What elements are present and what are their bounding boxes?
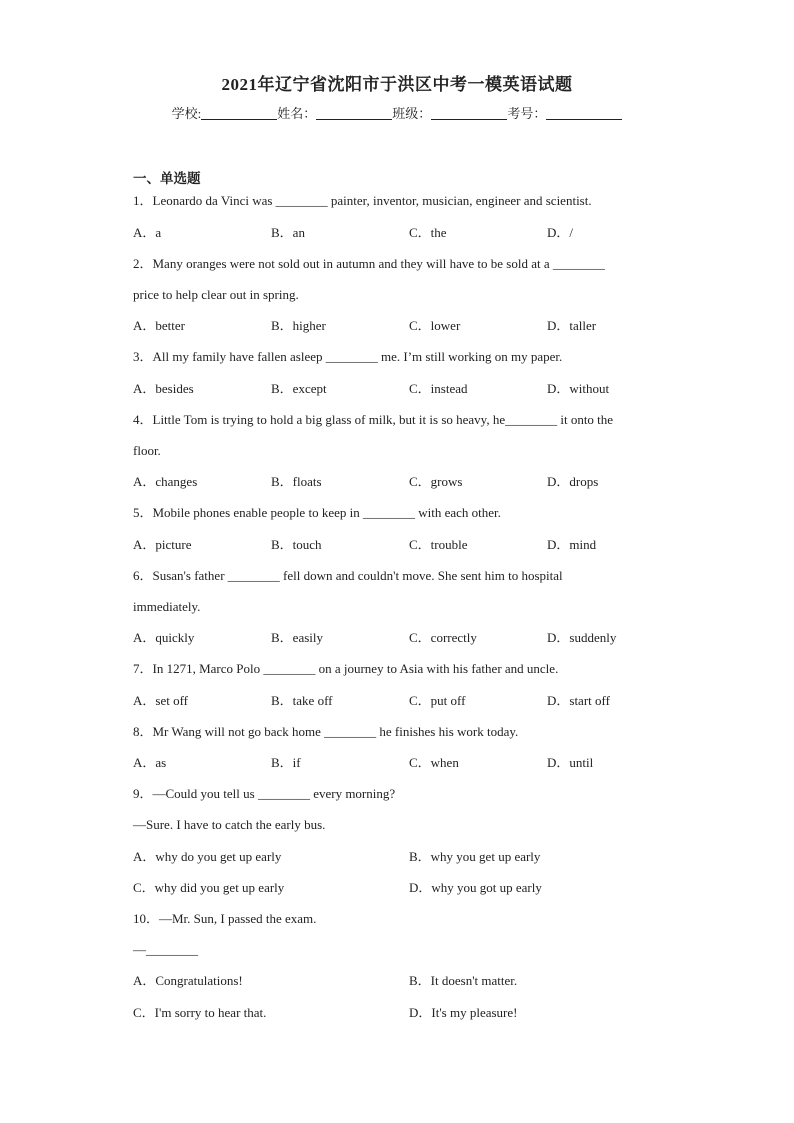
question-9-text: 9．—Could you tell us ________ every morning? <box>133 786 396 801</box>
school-field[interactable] <box>201 107 277 120</box>
q6-option-d: D．suddenly <box>547 630 617 645</box>
q2-option-a: A．better <box>133 318 185 333</box>
q5-option-c: C．trouble <box>409 537 468 552</box>
q10-option-d: D．It's my pleasure! <box>409 1005 518 1020</box>
student-info-row <box>0 103 794 122</box>
question-8-text: 8．Mr Wang will not go back home ________ he finishes his work today. <box>133 724 519 739</box>
question-7-text: 7．In 1271, Marco Polo ________ on a journey to Asia with his father and uncle. <box>133 661 559 676</box>
q1-option-d: D．/ <box>547 225 574 240</box>
q3-option-d: D．without <box>547 381 610 396</box>
number-label: 考号： <box>507 106 547 121</box>
q2-option-c: C．lower <box>409 318 461 333</box>
question-10-text-cont: —________ <box>133 942 198 957</box>
q10-option-b: B．It doesn't matter. <box>409 973 518 988</box>
q9-option-a: A．why do you get up early <box>133 849 282 864</box>
class-label: 班级： <box>392 106 432 121</box>
question-4-text: 4．Little Tom is trying to hold a big glass of milk, but it is so heavy, he________ it onto the <box>133 412 614 427</box>
q5-option-b: B．touch <box>271 537 322 552</box>
q4-option-c: C．grows <box>409 474 463 489</box>
q9-option-b: B．why you get up early <box>409 849 541 864</box>
q1-option-b: B．an <box>271 225 305 240</box>
question-9-text-cont: —Sure. I have to catch the early bus. <box>133 817 326 832</box>
q5-option-a: A．picture <box>133 537 192 552</box>
q2-option-d: D．taller <box>547 318 597 333</box>
q3-option-c: C．instead <box>409 381 468 396</box>
name-field[interactable] <box>316 107 392 120</box>
q5-option-d: D．mind <box>547 537 597 552</box>
question-2-text: 2．Many oranges were not sold out in autumn and they will have to be sold at a ________ <box>133 256 605 271</box>
q2-option-b: B．higher <box>271 318 326 333</box>
question-4-text-cont: floor. <box>133 443 161 458</box>
number-field[interactable] <box>546 107 622 120</box>
q9-option-d: D．why you got up early <box>409 880 542 895</box>
section-title: 一、单选题 <box>133 171 201 186</box>
q3-option-b: B．except <box>271 381 327 396</box>
class-field[interactable] <box>431 107 507 120</box>
question-5-text: 5．Mobile phones enable people to keep in ________ with each other. <box>133 505 501 520</box>
q10-option-a: A．Congratulations! <box>133 973 243 988</box>
q1-option-a: A．a <box>133 225 162 240</box>
question-6-text: 6．Susan's father ________ fell down and couldn't move. She sent him to hospital <box>133 568 563 583</box>
q6-option-c: C．correctly <box>409 630 477 645</box>
q1-option-c: C．the <box>409 225 447 240</box>
q8-option-c: C．when <box>409 755 459 770</box>
q7-option-b: B．take off <box>271 693 333 708</box>
q7-option-d: D．start off <box>547 693 610 708</box>
q4-option-a: A．changes <box>133 474 198 489</box>
question-3-text: 3．All my family have fallen asleep ________ me. I’m still working on my paper. <box>133 349 563 364</box>
page-title: 2021年辽宁省沈阳市于洪区中考一模英语试题 <box>221 75 573 94</box>
q8-option-b: B．if <box>271 755 301 770</box>
q6-option-b: B．easily <box>271 630 323 645</box>
q8-option-a: A．as <box>133 755 167 770</box>
name-label: 姓名： <box>277 106 317 121</box>
question-6-text-cont: immediately. <box>133 599 201 614</box>
q7-option-c: C．put off <box>409 693 466 708</box>
question-2-text-cont: price to help clear out in spring. <box>133 287 299 302</box>
school-label: 学校: <box>171 106 202 121</box>
q10-option-c: C．I'm sorry to hear that. <box>133 1005 267 1020</box>
q4-option-b: B．floats <box>271 474 322 489</box>
q8-option-d: D．until <box>547 755 594 770</box>
q7-option-a: A．set off <box>133 693 189 708</box>
question-1-text: 1．Leonardo da Vinci was ________ painter, inventor, musician, engineer and scientist. <box>133 193 592 208</box>
question-10-text: 10．—Mr. Sun, I passed the exam. <box>133 911 317 926</box>
q4-option-d: D．drops <box>547 474 599 489</box>
q6-option-a: A．quickly <box>133 630 195 645</box>
q9-option-c: C．why did you get up early <box>133 880 285 895</box>
q3-option-a: A．besides <box>133 381 194 396</box>
